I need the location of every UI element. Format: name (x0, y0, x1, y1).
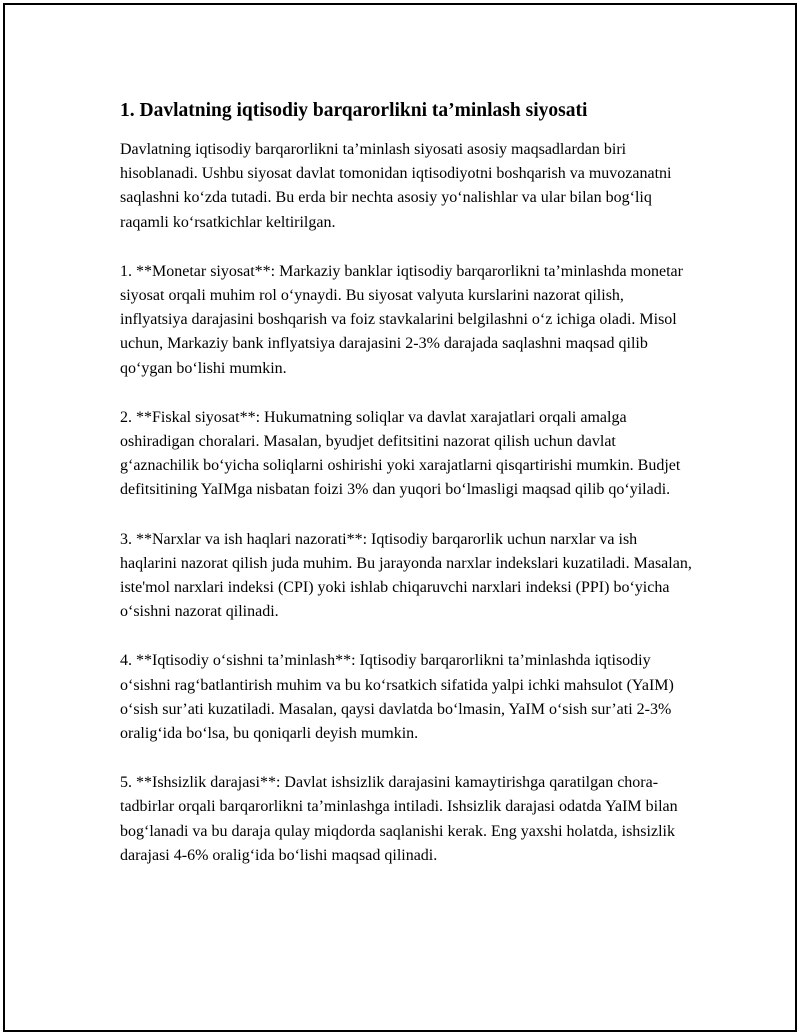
section-unemployment: 5. **Ishsizlik darajasi**: Davlat ishsizlik darajasini kamaytirishga qaratilgan chora-tadbirlar orqali barqarorlikni ta’minlashga intiladi. Ishsizlik darajasi odatda YaIM bilan bog‘lanadi va bu daraja qulay miqdorda saqlanishi kerak. Eng yaxshi holatda, ishsizlik darajasi 4-6% oralig‘ida bo‘lishi maqsad qilinadi. (120, 774, 678, 864)
page-frame (3, 3, 797, 1032)
intro-paragraph: Davlatning iqtisodiy barqarorlikni ta’minlash siyosati asosiy maqsadlardan biri hisoblanadi. Ushbu siyosat davlat tomonidan iqtisodiyotni boshqarish va muvozanatni saqlashni ko‘zda tutadi. Bu erda bir nechta asosiy yo‘nalishlar va ular bilan bog‘liq raqamli ko‘rsatkichlar keltirilgan. (120, 141, 672, 231)
document-title: 1. Davlatning iqtisodiy barqarorlikni ta’minlash siyosati (120, 100, 588, 121)
section-price-wage-control: 3. **Narxlar va ish haqlari nazorati**: Iqtisodiy barqarorlik uchun narxlar va ish haqlarini nazorat qilish juda muhim. Bu jarayonda narxlar indekslari kuzatiladi. Masalan, iste'mol narxlari indeksi (CPI) yoki ishlab chiqaruvchi narxlari indeksi (PPI) bo‘yicha o‘sishni nazorat qilinadi. (120, 530, 692, 621)
document-body (120, 98, 695, 893)
section-economic-growth: 4. **Iqtisodiy o‘sishni ta’minlash**: Iqtisodiy barqarorlikni ta’minlashda iqtisodiy o‘sishni rag‘batlantirish muhim va bu ko‘rsatkich sifatida yalpi ichki mahsulot (YaIM) o‘sish sur’ati kuzatiladi. Masalan, qaysi davlatda bo‘lmasin, YaIM o‘sish sur’ati 2-3% oralig‘ida bo‘lsa, bu qoniqarli deyish mumkin. (120, 652, 674, 743)
section-monetary-policy: 1. **Monetar siyosat**: Markaziy banklar iqtisodiy barqarorlikni ta’minlashda monetar siyosat orqali muhim rol o‘ynaydi. Bu siyosat valyuta kurslarini nazorat qilish, inflyatsiya darajasini boshqarish va foiz stavkalarini belgilashni o‘z ichiga oladi. Misol uchun, Markaziy bank inflyatsiya darajasini 2-3% darajada saqlashni maqsad qilib qo‘ygan bo‘lishi mumkin. (120, 262, 683, 377)
section-fiscal-policy: 2. **Fiskal siyosat**: Hukumatning soliqlar va davlat xarajatlari orqali amalga oshiradigan choralari. Masalan, byudjet defitsitini nazorat qilish uchun davlat g‘aznachilik bo‘yicha soliqlarni oshirishi yoki xarajatlarni qisqartirishi mumkin. Budjet defitsitining YaIMga nisbatan foizi 3% dan yuqori bo‘lmasligi maqsad qilib qo‘yiladi. (120, 408, 681, 499)
